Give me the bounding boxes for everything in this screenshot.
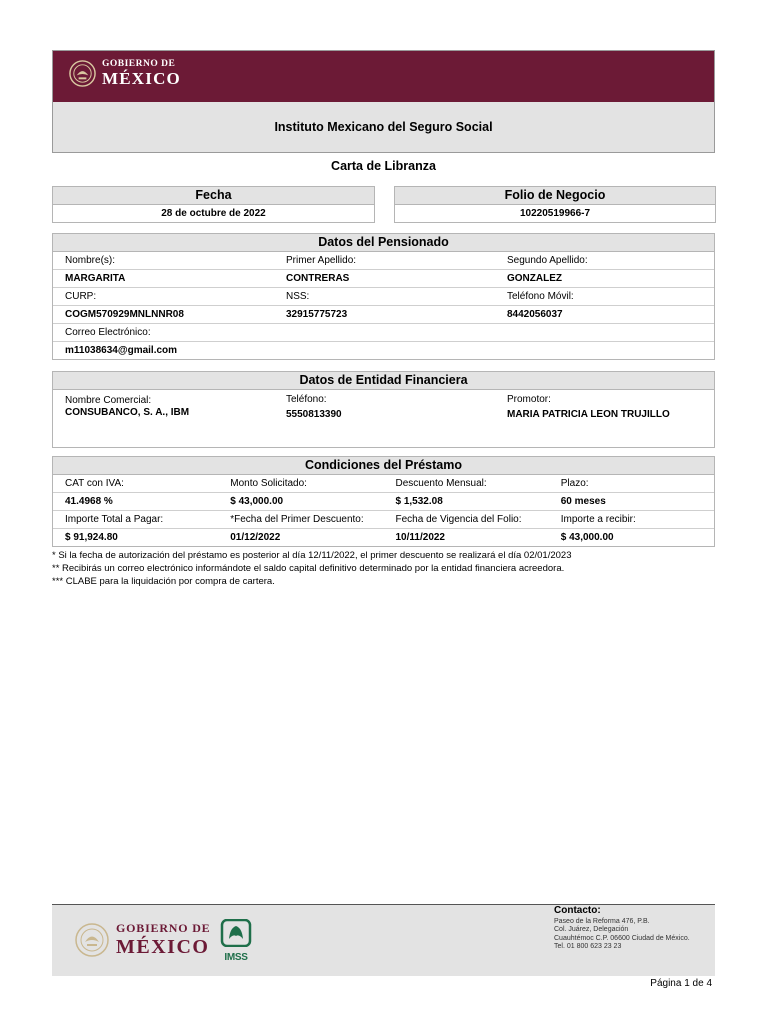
nombre-value: MARGARITA — [65, 273, 126, 284]
gobierno-logo — [68, 59, 181, 88]
segundo-apellido-label: Segundo Apellido: — [507, 255, 588, 266]
contact-line: Cuauhtémoc C.P. 06600 Ciudad de México. — [554, 934, 690, 942]
importe-recibir-label: Importe a recibir: — [560, 514, 636, 525]
nombre-comercial-value: CONSUBANCO, S. A., IBM — [65, 407, 190, 418]
entidad-values-row — [53, 408, 714, 422]
pensionado-labels-row-1 — [53, 252, 714, 270]
page-footer — [52, 904, 715, 976]
promotor-label: Promotor: — [507, 394, 551, 405]
descuento-value: $ 1,532.08 — [395, 496, 443, 507]
folio-value: 10220519966-7 — [519, 208, 591, 219]
correo-label: Correo Electrónico: — [65, 327, 151, 338]
entidad-telefono-value: 5550813390 — [286, 409, 342, 420]
correo-value: m11038634@gmail.com — [65, 345, 178, 356]
telefono-movil-label: Teléfono Móvil: — [507, 291, 574, 302]
monto-label: Monto Solicitado: — [230, 478, 307, 489]
fecha-box — [52, 186, 375, 223]
footer-logo-line-2: MÉXICO — [116, 936, 210, 958]
primer-apellido-label: Primer Apellido: — [286, 255, 357, 266]
vigencia-label: Fecha de Vigencia del Folio: — [395, 514, 522, 525]
importe-total-label: Importe Total a Pagar: — [65, 514, 164, 525]
fecha-descuento-label: *Fecha del Primer Descuento: — [230, 514, 364, 525]
segundo-apellido-value: GONZALEZ — [507, 273, 562, 284]
importe-total-value: $ 91,924.80 — [65, 532, 118, 543]
mexico-seal-icon — [68, 59, 97, 88]
pensionado-values-row-3 — [53, 342, 714, 360]
footnote-3: *** CLABE para la liquidación por compra de cartera. — [52, 576, 275, 587]
monto-value: $ 43,000.00 — [230, 496, 284, 507]
imss-text: IMSS — [224, 952, 248, 963]
vigencia-value: 10/11/2022 — [395, 532, 445, 543]
page-indicator: Página 1 de 4 — [650, 978, 712, 989]
imss-eagle-icon — [220, 919, 252, 947]
header-brand-bar — [53, 51, 714, 102]
fecha-value: 28 de octubre de 2022 — [161, 208, 266, 219]
pensionado-values-row-1 — [53, 270, 714, 288]
document-title: Carta de Libranza — [331, 159, 436, 173]
condiciones-labels-row-2 — [53, 511, 714, 529]
contact-block — [554, 907, 690, 952]
footnotes — [52, 549, 715, 588]
logo-line-2: MÉXICO — [102, 69, 181, 89]
plazo-value: 60 meses — [560, 496, 606, 507]
nss-value: 32915775723 — [286, 309, 348, 320]
imss-logo — [220, 919, 252, 963]
condiciones-section — [52, 456, 715, 547]
entidad-section — [52, 371, 715, 448]
entidad-telefono-label: Teléfono: — [286, 394, 327, 405]
contact-line: Col. Juárez, Delegación — [554, 926, 629, 934]
condiciones-values-row-1 — [53, 493, 714, 511]
header-banner — [52, 50, 715, 153]
nombre-comercial-label: Nombre Comercial: — [65, 395, 152, 406]
pensionado-values-row-2 — [53, 306, 714, 324]
condiciones-labels-row-1 — [53, 475, 714, 493]
contact-title: Contacto: — [554, 905, 601, 916]
condiciones-title: Condiciones del Préstamo — [53, 457, 714, 475]
descuento-label: Descuento Mensual: — [395, 478, 487, 489]
pensionado-title: Datos del Pensionado — [53, 234, 714, 252]
importe-recibir-value: $ 43,000.00 — [560, 532, 614, 543]
cat-label: CAT con IVA: — [65, 478, 124, 489]
primer-apellido-value: CONTRERAS — [286, 273, 350, 284]
condiciones-values-row-2 — [53, 529, 714, 547]
folio-box — [394, 186, 716, 223]
plazo-label: Plazo: — [560, 478, 589, 489]
curp-label: CURP: — [65, 291, 97, 302]
logo-line-1: GOBIERNO DE — [102, 58, 176, 69]
footnote-1: * Si la fecha de autorización del préstamo es posterior al día 12/11/2022, el primer descuento se realizará el día 02/01/2023 — [52, 550, 572, 561]
pensionado-labels-row-2 — [53, 288, 714, 306]
pensionado-labels-row-3 — [53, 324, 714, 342]
mexico-seal-icon — [74, 922, 110, 958]
fecha-descuento-value: 01/12/2022 — [230, 532, 281, 543]
nss-label: NSS: — [286, 291, 310, 302]
footnote-2: ** Recibirás un correo electrónico informándote el saldo capital definitivo determinado por la entidad financiera acreedora. — [52, 563, 565, 574]
footer-logo-line-1: GOBIERNO DE — [116, 921, 211, 935]
footer-gobierno-logo — [74, 921, 210, 959]
curp-value: COGM570929MNLNNR08 — [65, 309, 184, 320]
pensionado-section — [52, 233, 715, 360]
promotor-value: MARIA PATRICIA LEON TRUJILLO — [507, 409, 670, 420]
nombre-label: Nombre(s): — [65, 255, 116, 266]
cat-value: 41.4968 % — [65, 496, 113, 507]
contact-line: Paseo de la Reforma 476, P.B. — [554, 917, 650, 925]
folio-label: Folio de Negocio — [395, 187, 715, 205]
contact-line: Tel. 01 800 623 23 23 — [554, 943, 622, 951]
telefono-movil-value: 8442056037 — [507, 309, 563, 320]
entidad-title: Datos de Entidad Financiera — [53, 372, 714, 390]
fecha-label: Fecha — [53, 187, 374, 205]
institution-name: Instituto Mexicano del Seguro Social — [274, 120, 493, 134]
